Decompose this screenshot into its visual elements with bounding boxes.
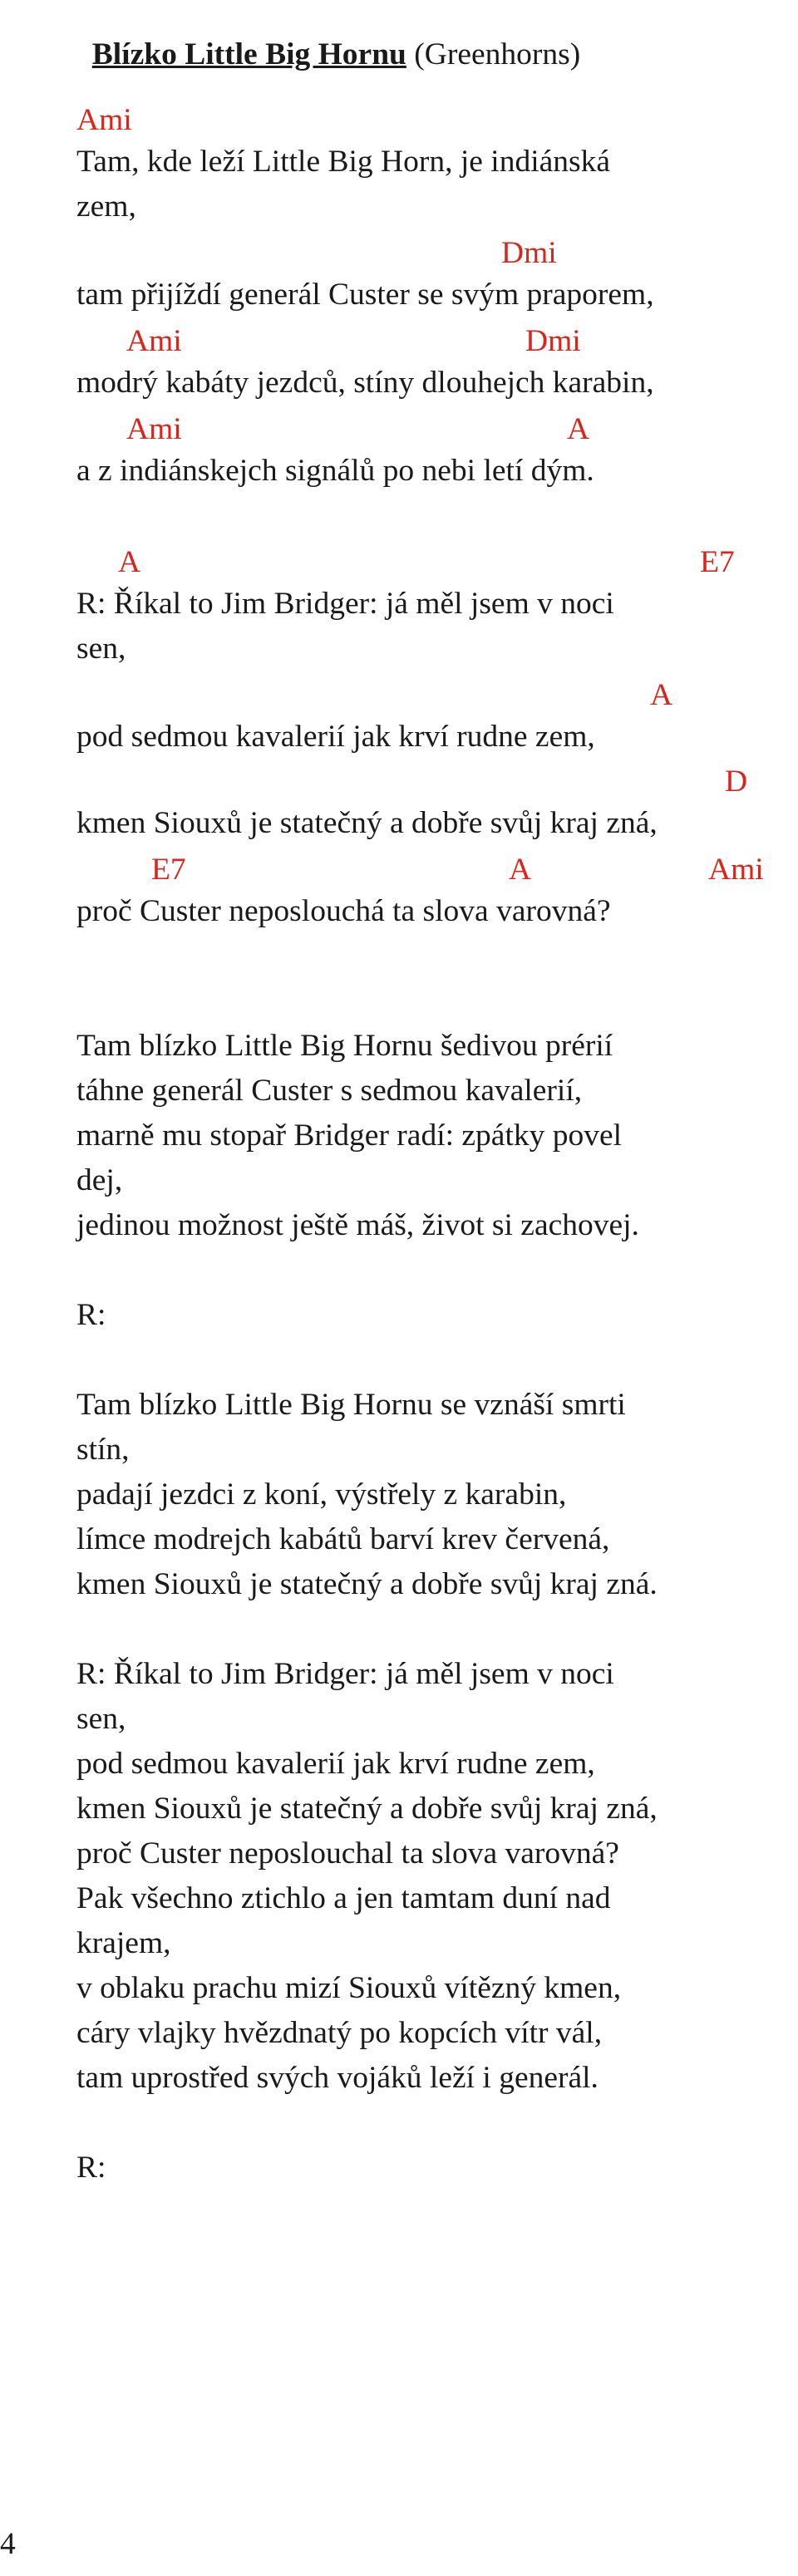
lyric-line: pod sedmou kavalerií jak krví rudne zem, <box>76 1747 595 1781</box>
lyric-line: límce modrejch kabátů barví krev červená, <box>76 1522 610 1556</box>
song-artist: (Greenhorns) <box>414 37 581 71</box>
lyric-line: krajem, <box>76 1926 171 1960</box>
lyric-line: kmen Siouxů je statečný a dobře svůj kraj zná, <box>76 806 658 840</box>
lyric-line: táhne generál Custer s sedmou kavalerií, <box>76 1074 583 1108</box>
lyric-line: v oblaku prachu mizí Siouxů vítězný kmen, <box>76 1971 622 2005</box>
page-number: 4 <box>0 2527 16 2561</box>
lyric-line: R: Říkal to Jim Bridger: já měl jsem v noci <box>76 1657 614 1691</box>
lyric-line: proč Custer neposlouchá ta slova varovná? <box>76 894 611 928</box>
lyric-line: cáry vlajky hvězdnatý po kopcích vítr vál, <box>76 2016 603 2050</box>
lyric-line: padají jezdci z koní, výstřely z karabin, <box>76 1477 567 1512</box>
lyric-line: zem, <box>76 189 136 224</box>
lyric-line: Tam blízko Little Big Hornu se vznáší smrti <box>76 1388 626 1422</box>
lyric-line: marně mu stopař Bridger radí: zpátky povel <box>76 1118 623 1153</box>
lyric-line: pod sedmou kavalerií jak krví rudne zem, <box>76 720 595 754</box>
lyric-line: tam přijíždí generál Custer se svým praporem, <box>76 278 654 312</box>
chord: A <box>567 412 590 446</box>
lyric-line: stín, <box>76 1433 130 1467</box>
lyric-line: kmen Siouxů je statečný a dobře svůj kraj zná, <box>76 1792 658 1826</box>
chord: E7 <box>151 853 186 887</box>
lyric-line: proč Custer neposlouchal ta slova varovná? <box>76 1836 619 1871</box>
chord: A <box>650 678 673 712</box>
lyric-line: kmen Siouxů je statečný a dobře svůj kraj zná. <box>76 1567 658 1601</box>
chord: Ami <box>76 103 132 137</box>
chord: D <box>725 764 748 799</box>
lyric-line: a z indiánskejch signálů po nebi letí dým. <box>76 454 594 488</box>
lyric-line: Pak všechno ztichlo a jen tamtam duní nad <box>76 1881 611 1915</box>
lyric-line: sen, <box>76 632 126 666</box>
chord: A <box>509 853 532 887</box>
chord: E7 <box>700 545 735 579</box>
song-title <box>76 0 580 73</box>
lyric-line: dej, <box>76 1163 123 1197</box>
refrain-marker: R: <box>76 2151 106 2185</box>
lyric-line: tam uprostřed svých vojáků leží i generál. <box>76 2061 598 2095</box>
chord: Ami <box>126 324 182 358</box>
lyric-line: jedinou možnost ještě máš, život si zachovej. <box>76 1208 639 1242</box>
chord: Dmi <box>501 236 557 270</box>
chord: Ami <box>708 853 764 887</box>
lyric-line: Tam blízko Little Big Hornu šedivou prérií <box>76 1029 613 1063</box>
song-title-name: Blízko Little Big Hornu <box>91 37 406 71</box>
chord: Ami <box>126 412 182 446</box>
refrain-marker: R: <box>76 1298 106 1332</box>
chord: A <box>118 545 141 579</box>
lyric-line: sen, <box>76 1702 126 1736</box>
lyric-line: Tam, kde leží Little Big Horn, je indiánská <box>76 145 611 179</box>
lyric-line: R: Říkal to Jim Bridger: já měl jsem v noci <box>76 587 614 621</box>
chord: Dmi <box>525 324 581 358</box>
lyric-line: modrý kabáty jezdců, stíny dlouhejch karabin, <box>76 366 654 400</box>
